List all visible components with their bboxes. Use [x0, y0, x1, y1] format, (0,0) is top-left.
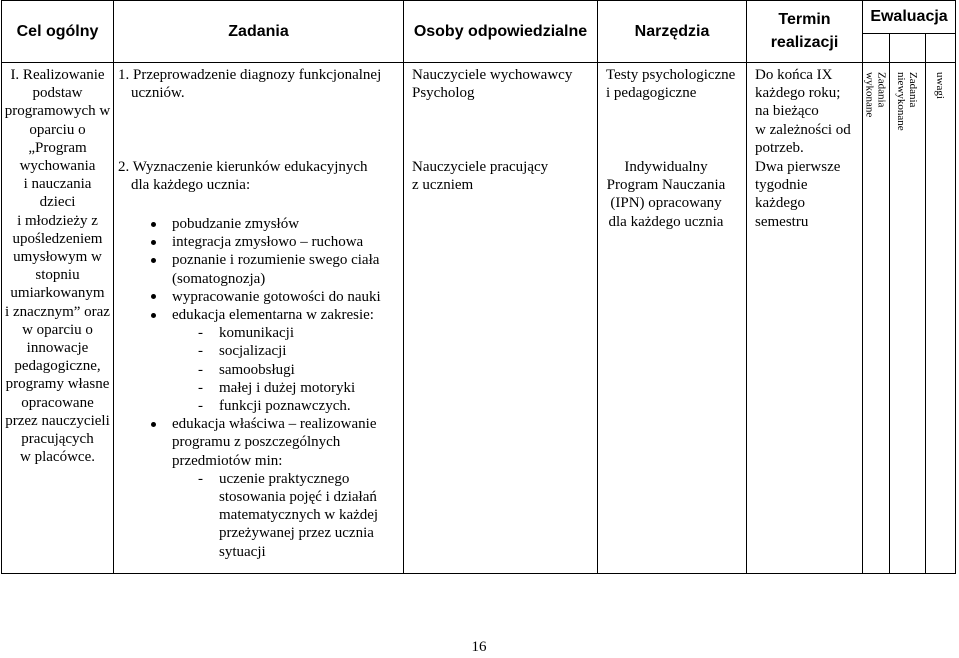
sub-list-item	[198, 324, 402, 342]
list-item	[150, 288, 402, 306]
list-item-text: poznanie i rozumienie swego ciała (somatognozja)	[172, 252, 380, 287]
bullet-icon	[151, 313, 156, 318]
dash-marker: -	[198, 361, 203, 378]
ewaluacja-label-wykonane: Zadania wykonane	[863, 72, 888, 118]
column-divider	[746, 0, 747, 574]
table-bottom-border	[1, 573, 956, 574]
header-ewaluacja: Ewaluacja	[870, 8, 948, 25]
list-item	[150, 233, 402, 251]
sub-list-item-text: małej i dużej motoryki	[219, 379, 356, 396]
bullet-icon	[151, 240, 156, 245]
sub-list-item	[198, 397, 402, 415]
bullet-icon	[151, 222, 156, 227]
header-cel-ogolny: Cel ogólny	[16, 22, 99, 40]
list-item	[150, 251, 402, 287]
list-item	[150, 306, 402, 415]
termin-1: Do końca IX każdego roku; na bieżąco w zależności od potrzeb.	[755, 67, 851, 156]
dash-marker: -	[198, 343, 203, 360]
header-termin-realizacji: Termin realizacji	[770, 11, 839, 51]
dash-marker: -	[198, 325, 203, 342]
task-1: 1. Przeprowadzenie diagnozy funkcjonalnej uczniów.	[118, 67, 382, 102]
task-2: 2. Wyznaczenie kierunków edukacyjnych dla każdego ucznia:	[118, 159, 368, 194]
list-item-text: edukacja elementarna w zakresie:	[172, 307, 374, 324]
list-item	[150, 215, 402, 233]
header-narzedzia: Narzędzia	[634, 22, 710, 40]
list-item-text: wypracowanie gotowości do nauki	[172, 288, 381, 305]
header-osoby-odpowiedzialne: Osoby odpowiedzialne	[413, 22, 588, 40]
page-number: 16	[471, 639, 487, 655]
termin-2: Dwa pierwsze tygodnie każdego semestru	[755, 159, 841, 230]
list-item-text: pobudzanie zmysłów	[172, 216, 300, 232]
cel-ogolny-text: I. Realizowanie podstaw programowych w oparciu o „Program wychowania i nauczania dzieci i młodzieży z upośledzeniem umysłowym w stopniu umiarkowanym i znacznym” oraz w oparciu o innowacje pedagogiczne, programy własne opracowane przez nauczycieli pracujących w placówce.	[4, 67, 111, 466]
osoby-odpowiedzialne-1: Nauczyciele wychowawcy Psycholog	[412, 67, 573, 102]
header-zadania: Zadania	[228, 22, 289, 40]
sub-list	[198, 470, 402, 561]
table-right-border	[955, 0, 956, 574]
header-bottom-border	[1, 62, 956, 63]
list-item-text: integracja zmysłowo – ruchowa	[172, 234, 364, 251]
sub-list-item	[198, 361, 402, 379]
sub-list-item-text: komunikacji	[219, 325, 294, 342]
bullet-icon	[151, 294, 156, 299]
ewaluacja-cell-uwagi	[925, 62, 955, 182]
column-divider	[113, 0, 114, 574]
dash-marker: -	[198, 398, 203, 415]
sub-list-item-text: socjalizacji	[219, 343, 287, 360]
ewaluacja-cell-niewykonane	[889, 62, 925, 182]
ewaluacja-cell-wykonane	[862, 62, 889, 182]
ewaluacja-sub-border	[862, 33, 956, 34]
sub-list-item	[198, 342, 402, 360]
osoby-odpowiedzialne-2: Nauczyciele pracujący z uczniem	[412, 159, 549, 194]
sub-list-item-text: samoobsługi	[219, 361, 295, 378]
sub-list-item	[198, 379, 402, 397]
task-2-bullet-list	[150, 215, 402, 561]
sub-list-item-text: funkcji poznawczych.	[219, 398, 351, 415]
bullet-icon	[151, 258, 156, 263]
ewaluacja-label-niewykonane: Zadania niewykonane	[895, 72, 919, 131]
column-divider	[597, 0, 598, 574]
bullet-icon	[151, 422, 156, 427]
sub-list-item	[198, 470, 402, 561]
dash-marker: -	[198, 470, 203, 487]
column-divider	[403, 0, 404, 574]
list-item-text: edukacja właściwa – realizowanie programu z poszczególnych przedmiotów min:	[172, 416, 377, 469]
sub-list	[198, 324, 402, 415]
narzedzia-1: Testy psychologiczne i pedagogiczne	[606, 67, 736, 102]
dash-marker: -	[198, 379, 203, 396]
ewaluacja-label-uwagi: uwagi	[934, 72, 946, 99]
list-item	[150, 415, 402, 561]
sub-list-item-text: uczenie praktycznego stosowania pojęć i działań matematycznych w każdej przeżywanej przez ucznia sytuacji	[219, 470, 379, 560]
narzedzia-2: Indywidualny Program Nauczania (IPN) opracowany dla każdego ucznia	[606, 159, 726, 230]
